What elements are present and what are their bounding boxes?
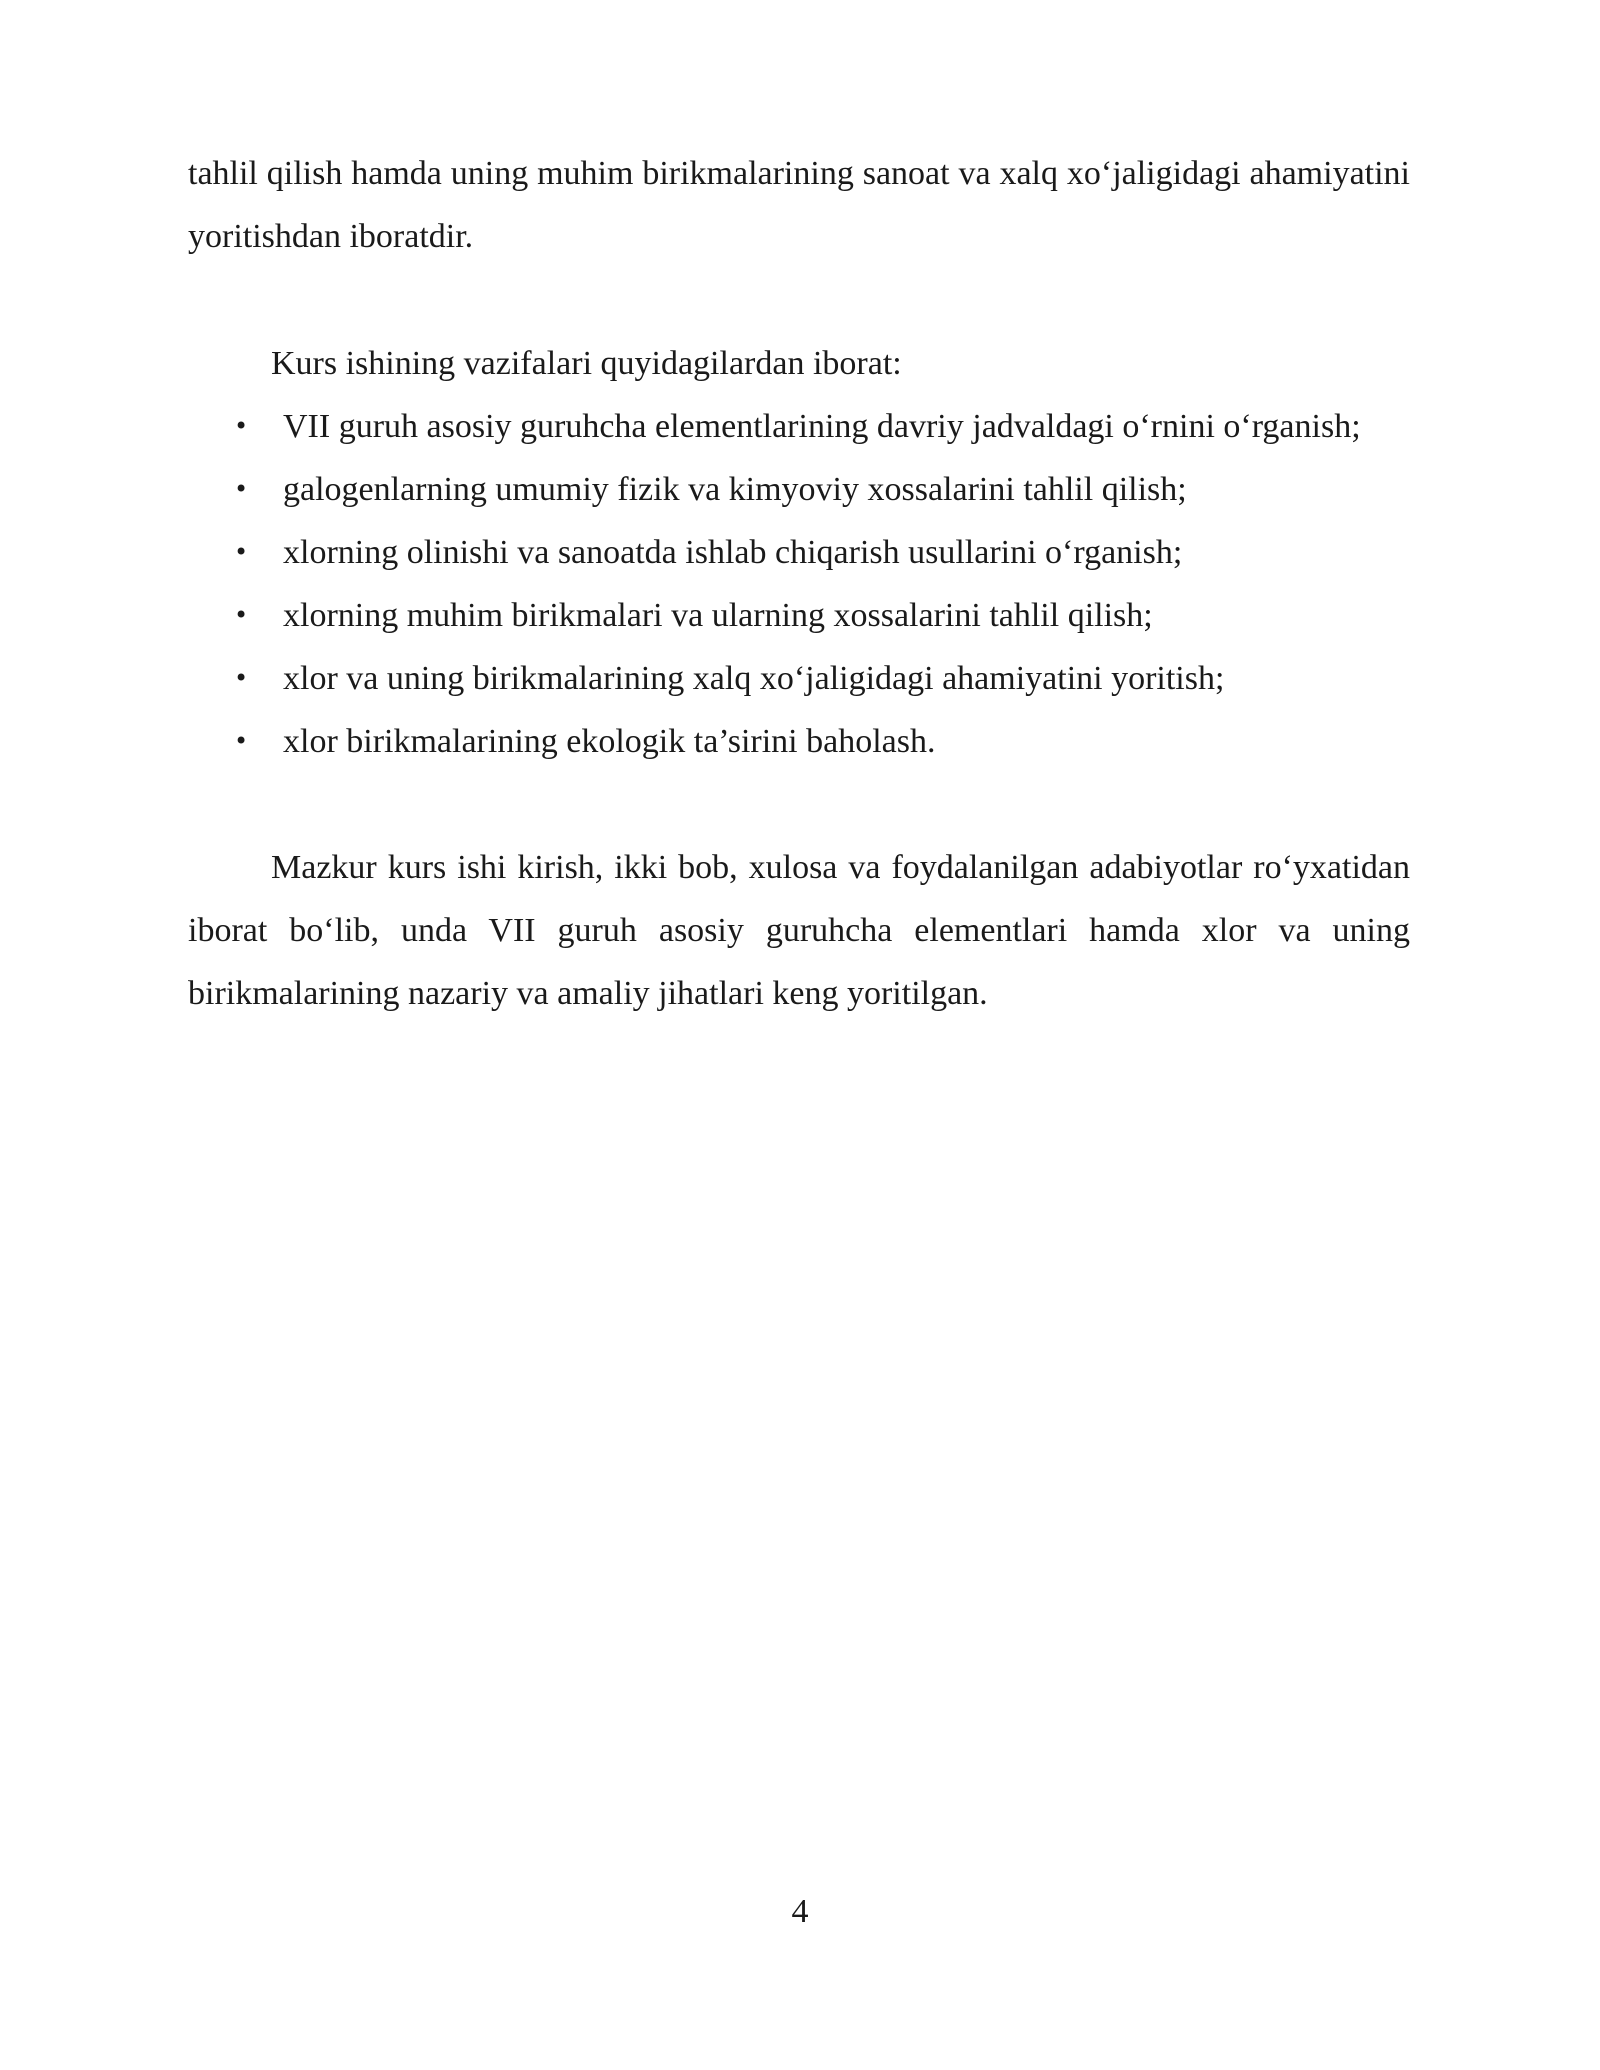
- task-item: [188, 458, 1410, 521]
- task-text: xlorning muhim birikmalari va ularning xossalarini tahlil qilish;: [283, 597, 1153, 634]
- task-text: xlor birikmalarining ekologik ta’sirini baholash.: [283, 723, 936, 760]
- task-item: [188, 521, 1410, 584]
- bullet-icon: •: [234, 601, 249, 629]
- bullet-icon: •: [234, 727, 249, 755]
- task-item: [188, 395, 1410, 458]
- task-item: [188, 647, 1410, 710]
- paragraph-intro-end: tahlil qilish hamda uning muhim birikmalarining sanoat va xalq xo‘jaligidagi ahamiyatini yoritishdan iboratdir.: [188, 155, 1410, 255]
- paragraph-tasks-intro: Kurs ishining vazifalari quyidagilardan iborat:: [271, 345, 902, 382]
- tasks-list: [188, 395, 1410, 773]
- bullet-icon: •: [234, 538, 249, 566]
- bullet-icon: •: [234, 412, 249, 440]
- page-number: 4: [791, 1893, 809, 1930]
- task-text: xlor va uning birikmalarining xalq xo‘jaligidagi ahamiyatini yoritish;: [283, 660, 1225, 697]
- task-text: galogenlarning umumiy fizik va kimyoviy xossalarini tahlil qilish;: [283, 471, 1187, 508]
- task-item: [188, 710, 1410, 773]
- paragraph-structure: Mazkur kurs ishi kirish, ikki bob, xulosa va foydalanilgan adabiyotlar ro‘yxatidan iborat bo‘lib, unda VII guruh asosiy guruhcha elementlari hamda xlor va uning birikmalarining nazariy va amaliy jihatlari keng yoritilgan.: [188, 849, 1410, 1012]
- task-text: xlorning olinishi va sanoatda ishlab chiqarish usullarini o‘rganish;: [283, 534, 1183, 571]
- task-text: VII guruh asosiy guruhcha elementlarining davriy jadvaldagi o‘rnini o‘rganish;: [283, 408, 1361, 445]
- bullet-icon: •: [234, 664, 249, 692]
- task-item: [188, 584, 1410, 647]
- bullet-icon: •: [234, 475, 249, 503]
